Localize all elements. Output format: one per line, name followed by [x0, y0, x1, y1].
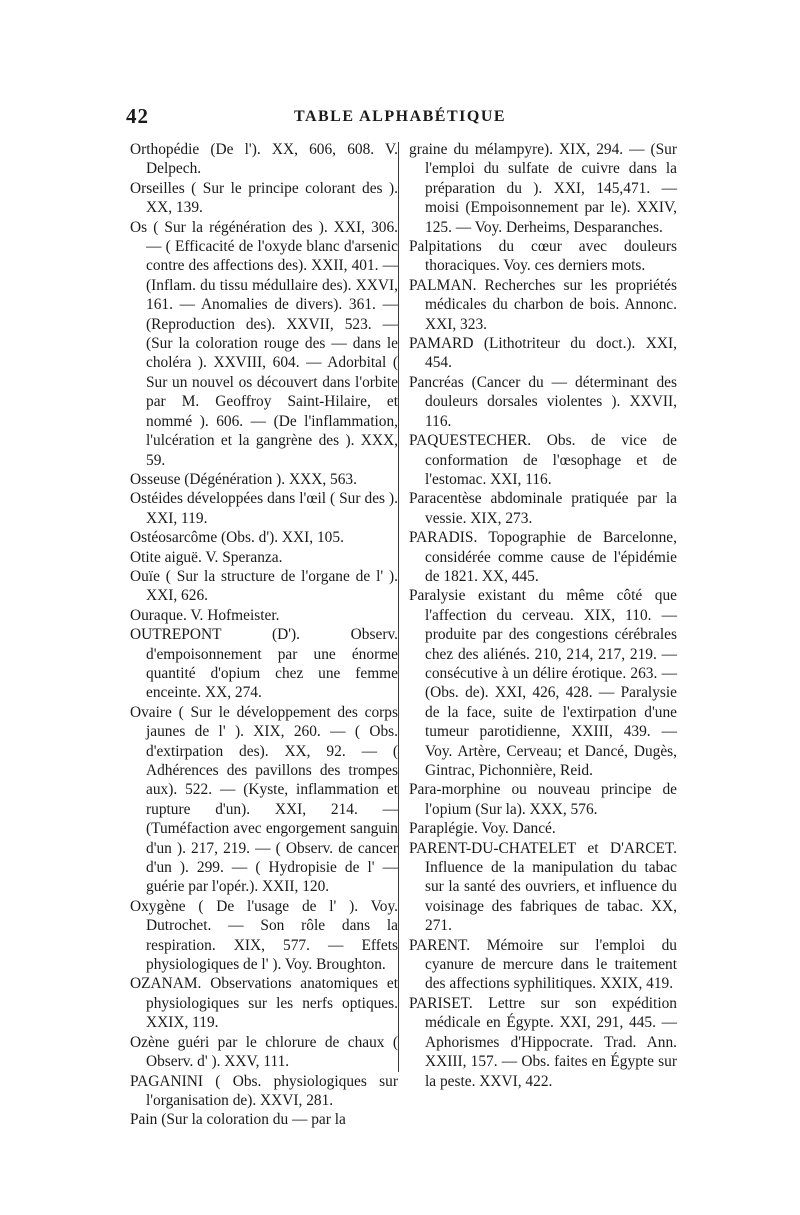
index-entry: PALMAN. Recherches sur les propriétés médicales du charbon de bois. Annonc. XXI, 323. — [409, 276, 677, 333]
index-entry: Ostéides développées dans l'œil ( Sur des ). XXI, 119. — [130, 490, 398, 527]
index-entry: Ovaire ( Sur le développement des corps jaunes de l' ). XIX, 260. — ( Obs. d'extirpation des). XX, 92. — ( Adhérences des pavillons des trompes aux). 522. — (Kyste, inflammation et rupture d'un). XXI, 214. — (Tuméfaction avec engorgement sanguin d'un ). 217, 219. — ( Observ. de cancer d'un ). 299. — ( Hydropisie de l' — guérie par l'opér.). XXII, 120. — [130, 703, 398, 896]
index-entry: Os ( Sur la régénération des ). XXI, 306. — ( Efficacité de l'oxyde blanc d'arsenic contre des affections des). XXII, 401. — (Inflam. du tissu médullaire des). XXVI, 161. — Anomalies de divers). 361. — (Reproduction des). XXVII, 523. — (Sur la coloration rouge des — dans le choléra ). XXVIII, 604. — Adorbital ( Sur un nouvel os découvert dans l'orbite par M. Geoffroy Saint-Hilaire, et nommé ). 606. — (De l'inflammation, l'ulcération et la gangrène des ). XXX, 59. — [130, 218, 398, 469]
running-head: TABLE ALPHABÉTIQUE — [293, 108, 507, 125]
index-entry: PAGANINI ( Obs. physiologiques sur l'organisation de). XXVI, 281. — [130, 1072, 398, 1109]
index-entry: Pancréas (Cancer du — déterminant des douleurs dorsales violentes ). XXVII, 116. — [409, 373, 677, 430]
index-entry: PARENT. Mémoire sur l'emploi du cyanure de mercure dans le traitement des affections syphilitiques. XXIX, 419. — [409, 936, 677, 993]
index-entry: Ouraque. V. Hofmeister. — [130, 606, 280, 624]
index-entry: OZANAM. Observations anatomiques et physiologiques sur les nerfs optiques. XXIX, 119. — [130, 975, 398, 1032]
index-entry: OUTREPONT (D'). Observ. d'empoisonnement par une énorme quantité d'opium chez une femme enceinte. XX, 274. — [130, 626, 398, 702]
index-entry: PARISET. Lettre sur son expédition médicale en Égypte. XXI, 291, 445. — Aphorismes d'Hippocrate. Trad. Ann. XXIII, 157. — Obs. faites en Égypte sur la peste. XXVI, 422. — [409, 994, 677, 1090]
index-entry: PAQUESTECHER. Obs. de vice de conformation de l'œsophage et de l'estomac. XXI, 116. — [409, 432, 677, 488]
left-column — [130, 140, 398, 1130]
right-column — [409, 140, 677, 1091]
column-divider — [398, 142, 399, 1072]
index-entry: Paralysie existant du même côté que l'affection du cerveau. XIX, 110. — produite par des congestions cérébrales chez des aliénés. 210, 214, 217, 219. — consécutive à un délire érotique. 263. — (Obs. de). XXI, 426, 428. — Paralysie de la face, suite de l'extirpation d'une tumeur parotidienne, XXIII, 439. — Voy. Artère, Cerveau; et Dancé, Dugès, Gintrac, Pichonnière, Reid. — [409, 587, 677, 779]
index-entry: PARENT-DU-CHATELET et D'ARCET. Influence de la manipulation du tabac sur la santé des ouvriers, et influence du voisinage des fabriques de tabac. XX, 271. — [409, 839, 677, 935]
index-entry: Pain (Sur la coloration du — par la — [130, 1111, 346, 1129]
index-entry: PAMARD (Lithotriteur du doct.). XXI, 454. — [409, 335, 677, 372]
index-entry: Ozène guéri par le chlorure de chaux ( Observ. d' ). XXV, 111. — [130, 1033, 398, 1071]
index-entry: Palpitations du cœur avec douleurs thoraciques. Voy. ces derniers mots. — [409, 238, 677, 275]
index-entry: Orseilles ( Sur le principe colorant des ). XX, 139. — [130, 179, 398, 217]
index-entry: Osseuse (Dégénération ). XXX, 563. — [130, 470, 357, 488]
index-entry: Paraplégie. Voy. Dancé. — [409, 820, 556, 838]
page-number: 42 — [126, 104, 149, 128]
index-entry: Ouïe ( Sur la structure de l'organe de l' ). XXI, 626. — [130, 567, 398, 605]
index-entry: Ostéosarcôme (Obs. d'). XXI, 105. — [130, 529, 344, 547]
index-entry: Para-morphine ou nouveau principe de l'opium (Sur la). XXX, 576. — [409, 781, 677, 818]
index-entry: Orthopédie (De l'). XX, 606, 608. V. Delpech. — [130, 141, 398, 178]
index-entry: graine du mélampyre). XIX, 294. — (Sur l'emploi du sulfate de cuivre dans la préparation du ). XXI, 145,471. — moisi (Empoisonnement par le). XXIV, 125. — Voy. Derheims, Desparanches. — [409, 141, 677, 236]
index-entry: PARADIS. Topographie de Barcelonne, considérée comme cause de l'épidémie de 1821. XX, 445. — [409, 529, 677, 585]
index-entry: Paracentèse abdominale pratiquée par la vessie. XIX, 273. — [409, 490, 677, 527]
index-entry: Otite aiguë. V. Speranza. — [130, 548, 283, 566]
index-entry: Oxygène ( De l'usage de l' ). Voy. Dutrochet. — Son rôle dans la respiration. XIX, 577. — Effets physiologiques de l' ). Voy. Broughton. — [130, 897, 398, 974]
